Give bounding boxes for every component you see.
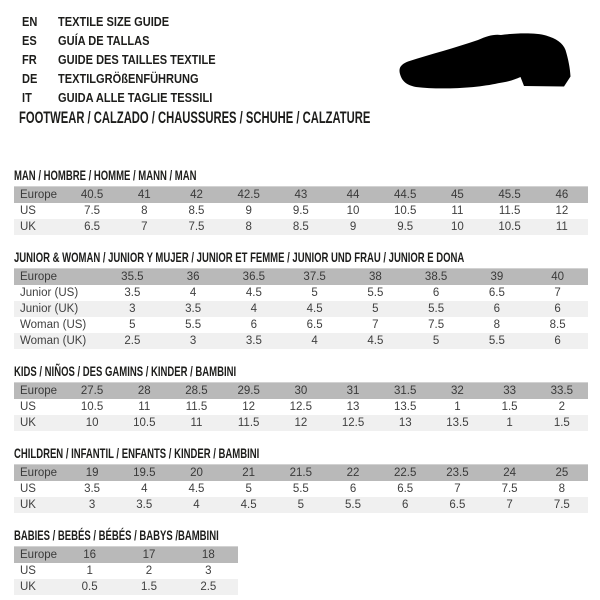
size-value: 10 bbox=[451, 221, 464, 233]
size-value: 5.5 bbox=[345, 499, 362, 511]
row-label: Woman (US) bbox=[20, 319, 87, 331]
size-value: 3.5 bbox=[84, 483, 101, 495]
row-label: US bbox=[20, 205, 36, 217]
size-value: 11.5 bbox=[498, 205, 521, 217]
language-code: FR bbox=[22, 52, 37, 67]
section-junior-woman bbox=[14, 250, 588, 349]
size-value: 19 bbox=[85, 467, 99, 479]
size-value: 4 bbox=[189, 287, 197, 299]
size-value: 29.5 bbox=[237, 385, 260, 397]
size-value: 33.5 bbox=[550, 385, 574, 397]
row-label: Junior (US) bbox=[20, 287, 79, 299]
row-label: Europe bbox=[20, 467, 58, 479]
row-label: Woman (UK) bbox=[20, 335, 87, 347]
section-title: BABIES / BEBÉS / BÉBÉS / BABYS /BAMBINI bbox=[14, 527, 219, 543]
size-value: 4 bbox=[311, 335, 318, 347]
size-value: 2.5 bbox=[124, 335, 141, 347]
size-value: 9 bbox=[349, 221, 357, 233]
language-row bbox=[0, 88, 395, 107]
size-value: 6.5 bbox=[306, 319, 323, 331]
section-title: CHILDREN / INFANTIL / ENFANTS / KINDER / BAMBINI bbox=[14, 445, 260, 461]
size-value: 4 bbox=[193, 499, 200, 511]
row-label: UK bbox=[20, 417, 36, 429]
size-value: 8.5 bbox=[188, 205, 205, 217]
size-value: 12 bbox=[242, 401, 256, 413]
size-value: 20 bbox=[190, 467, 203, 479]
size-value: 1 bbox=[86, 565, 93, 577]
size-value: 11 bbox=[190, 417, 203, 429]
size-value: 28 bbox=[137, 385, 151, 397]
size-value: 3 bbox=[88, 499, 96, 511]
row-label: Europe bbox=[20, 189, 58, 201]
language-code: DE bbox=[22, 71, 38, 86]
size-value: 11.5 bbox=[237, 417, 260, 429]
size-value: 3.5 bbox=[136, 499, 153, 511]
size-value: 13 bbox=[398, 417, 412, 429]
size-table-man bbox=[14, 186, 588, 235]
size-value: 5 bbox=[311, 287, 318, 299]
size-value: 12 bbox=[294, 417, 308, 429]
section-man bbox=[14, 168, 588, 235]
size-value: 2.5 bbox=[200, 581, 217, 593]
size-value: 31 bbox=[346, 385, 360, 397]
size-value: 25 bbox=[555, 467, 569, 479]
row-label: Europe bbox=[20, 385, 58, 397]
size-value: 9 bbox=[245, 205, 252, 217]
size-value: 13.5 bbox=[394, 401, 417, 413]
size-row bbox=[14, 333, 588, 349]
size-value: 8 bbox=[245, 221, 252, 233]
size-value: 3 bbox=[129, 303, 136, 315]
language-row bbox=[0, 12, 395, 31]
size-value: 8.5 bbox=[292, 221, 309, 233]
language-code: IT bbox=[22, 90, 32, 105]
size-value: 10.5 bbox=[133, 417, 156, 429]
size-value: 45.5 bbox=[498, 189, 521, 201]
size-value: 6.5 bbox=[488, 287, 505, 299]
size-value: 13.5 bbox=[446, 417, 469, 429]
size-value: 1.5 bbox=[501, 401, 518, 413]
size-value: 10.5 bbox=[498, 221, 521, 233]
size-value: 10 bbox=[346, 205, 360, 217]
size-value: 4.5 bbox=[306, 303, 323, 315]
size-table-babies bbox=[14, 546, 238, 595]
language-title: TEXTILGRÖßENFÜHRUNG bbox=[58, 71, 199, 86]
dress-shoe-icon bbox=[395, 32, 577, 94]
size-table-children bbox=[14, 464, 588, 513]
size-value: 1 bbox=[506, 417, 513, 429]
size-value: 31.5 bbox=[394, 385, 417, 397]
size-value: 7.5 bbox=[553, 499, 570, 511]
row-label: US bbox=[20, 401, 36, 413]
size-value: 40.5 bbox=[80, 189, 104, 201]
size-value: 18 bbox=[201, 549, 215, 561]
size-value: 4.5 bbox=[188, 483, 205, 495]
row-label: Junior (UK) bbox=[20, 303, 79, 315]
size-value: 38 bbox=[368, 271, 382, 283]
size-value: 28.5 bbox=[185, 385, 208, 397]
size-value: 5.5 bbox=[367, 287, 384, 299]
size-value: 37.5 bbox=[303, 271, 326, 283]
size-value: 22.5 bbox=[394, 467, 417, 479]
size-value: 6 bbox=[349, 483, 357, 495]
size-value: 4 bbox=[141, 483, 148, 495]
size-value: 42.5 bbox=[237, 189, 260, 201]
size-value: 3.5 bbox=[185, 303, 202, 315]
size-value: 0.5 bbox=[81, 581, 98, 593]
size-value: 44.5 bbox=[394, 189, 417, 201]
size-value: 11 bbox=[451, 205, 464, 217]
size-table-junior-woman bbox=[14, 268, 588, 349]
size-value: 24 bbox=[503, 467, 516, 479]
size-header-row bbox=[14, 187, 588, 204]
section-title: KIDS / NIÑOS / DES GAMINS / KINDER / BAMBINI bbox=[14, 363, 237, 379]
size-value: 5 bbox=[129, 319, 136, 331]
size-value: 1.5 bbox=[140, 581, 157, 593]
size-value: 8.5 bbox=[549, 319, 566, 331]
size-value: 1 bbox=[454, 401, 461, 413]
size-value: 12.5 bbox=[341, 417, 365, 429]
language-title: GUÍA DE TALLAS bbox=[58, 33, 150, 48]
language-title: TEXTILE SIZE GUIDE bbox=[58, 14, 170, 29]
size-tables bbox=[14, 168, 588, 600]
size-value: 3.5 bbox=[245, 335, 262, 347]
size-row bbox=[14, 285, 588, 301]
size-value: 3 bbox=[189, 335, 197, 347]
size-value: 12.5 bbox=[289, 401, 313, 413]
size-value: 2 bbox=[145, 565, 153, 577]
size-row bbox=[14, 497, 588, 513]
language-row bbox=[0, 69, 395, 88]
row-label: Europe bbox=[20, 549, 58, 561]
size-value: 45 bbox=[451, 189, 464, 201]
language-row bbox=[0, 50, 395, 69]
size-value: 7.5 bbox=[428, 319, 445, 331]
size-value: 5 bbox=[245, 483, 252, 495]
size-value: 8 bbox=[558, 483, 566, 495]
size-value: 8 bbox=[493, 319, 501, 331]
size-value: 17 bbox=[142, 549, 156, 561]
size-value: 6 bbox=[402, 499, 409, 511]
size-value: 6 bbox=[554, 303, 561, 315]
size-value: 7 bbox=[372, 319, 379, 331]
language-title: GUIDA ALLE TAGLIE TESSILI bbox=[58, 90, 213, 105]
size-value: 30 bbox=[294, 385, 308, 397]
size-value: 3.5 bbox=[124, 287, 141, 299]
row-label: UK bbox=[20, 499, 36, 511]
section-children bbox=[14, 446, 588, 513]
size-value: 7.5 bbox=[501, 483, 518, 495]
row-label: Europe bbox=[20, 271, 58, 283]
size-row bbox=[14, 481, 588, 497]
size-row bbox=[14, 415, 588, 431]
size-row bbox=[14, 219, 588, 235]
size-value: 27.5 bbox=[80, 385, 104, 397]
size-value: 41 bbox=[137, 189, 151, 201]
size-value: 12 bbox=[555, 205, 569, 217]
size-header-row bbox=[14, 383, 588, 400]
size-value: 4.5 bbox=[245, 287, 262, 299]
row-label: US bbox=[20, 483, 36, 495]
size-value: 7 bbox=[141, 221, 148, 233]
size-value: 6 bbox=[250, 319, 258, 331]
size-value: 22 bbox=[346, 467, 360, 479]
row-label: UK bbox=[20, 221, 36, 233]
size-value: 7.5 bbox=[188, 221, 205, 233]
size-value: 5.5 bbox=[292, 483, 309, 495]
size-value: 1.5 bbox=[553, 417, 570, 429]
size-header-row bbox=[14, 547, 238, 564]
size-value: 32 bbox=[451, 385, 464, 397]
size-header-row bbox=[14, 465, 588, 482]
size-value: 36 bbox=[186, 271, 200, 283]
size-value: 40 bbox=[551, 271, 565, 283]
size-value: 7 bbox=[506, 499, 513, 511]
section-title: MAN / HOMBRE / HOMME / MANN / MAN bbox=[14, 167, 197, 183]
size-value: 9.5 bbox=[292, 205, 309, 217]
size-row bbox=[14, 563, 238, 579]
size-value: 16 bbox=[83, 549, 97, 561]
size-value: 35.5 bbox=[121, 271, 144, 283]
language-title-list bbox=[0, 12, 395, 107]
size-row bbox=[14, 301, 588, 317]
size-value: 44 bbox=[346, 189, 360, 201]
size-value: 33 bbox=[503, 385, 516, 397]
size-value: 4.5 bbox=[240, 499, 257, 511]
size-value: 5.5 bbox=[488, 335, 505, 347]
size-value: 9.5 bbox=[397, 221, 414, 233]
size-row bbox=[14, 399, 588, 415]
row-label: US bbox=[20, 565, 36, 577]
size-value: 36.5 bbox=[242, 271, 266, 283]
size-value: 43 bbox=[294, 189, 308, 201]
size-value: 6.5 bbox=[84, 221, 101, 233]
language-row bbox=[0, 31, 395, 50]
size-row bbox=[14, 579, 238, 595]
language-code: ES bbox=[22, 33, 37, 48]
size-value: 2 bbox=[558, 401, 566, 413]
size-value: 6 bbox=[554, 335, 561, 347]
section-title: JUNIOR & WOMAN / JUNIOR Y MUJER / JUNIOR ET FEMME / JUNIOR UND FRAU / JUNIOR E DONA bbox=[14, 249, 465, 265]
size-header-row bbox=[14, 269, 588, 286]
size-value: 19.5 bbox=[133, 467, 156, 479]
size-value: 5.5 bbox=[428, 303, 445, 315]
size-value: 10 bbox=[85, 417, 99, 429]
language-title: GUIDE DES TAILLES TEXTILE bbox=[58, 52, 216, 67]
size-value: 6 bbox=[432, 287, 440, 299]
size-value: 5 bbox=[432, 335, 440, 347]
size-row bbox=[14, 317, 588, 333]
size-value: 6 bbox=[493, 303, 501, 315]
size-value: 21 bbox=[242, 467, 256, 479]
size-value: 4 bbox=[250, 303, 258, 315]
size-value: 6.5 bbox=[449, 499, 466, 511]
size-value: 10.5 bbox=[80, 401, 104, 413]
size-value: 13 bbox=[346, 401, 360, 413]
size-value: 7 bbox=[554, 287, 561, 299]
size-value: 42 bbox=[190, 189, 203, 201]
size-value: 8 bbox=[141, 205, 148, 217]
size-value: 10.5 bbox=[394, 205, 417, 217]
category-heading: FOOTWEAR / CALZADO / CHAUSSURES / SCHUHE / CALZATURE bbox=[19, 108, 371, 127]
language-code: EN bbox=[22, 14, 38, 29]
section-babies bbox=[14, 528, 588, 595]
size-value: 6.5 bbox=[397, 483, 414, 495]
size-row bbox=[14, 203, 588, 219]
size-value: 5 bbox=[297, 499, 305, 511]
section-kids bbox=[14, 364, 588, 431]
size-value: 46 bbox=[555, 189, 569, 201]
size-value: 21.5 bbox=[289, 467, 313, 479]
size-value: 7.5 bbox=[84, 205, 101, 217]
size-value: 11.5 bbox=[185, 401, 208, 413]
size-value: 11 bbox=[138, 401, 151, 413]
size-value: 3 bbox=[205, 565, 212, 577]
size-value: 11 bbox=[555, 221, 568, 233]
size-value: 23.5 bbox=[446, 467, 469, 479]
size-value: 38.5 bbox=[424, 271, 448, 283]
row-label: UK bbox=[20, 581, 36, 593]
size-value: 5.5 bbox=[185, 319, 202, 331]
size-value: 4.5 bbox=[367, 335, 384, 347]
size-value: 39 bbox=[490, 271, 504, 283]
size-table-kids bbox=[14, 382, 588, 431]
size-value: 5 bbox=[372, 303, 379, 315]
size-value: 7 bbox=[454, 483, 461, 495]
